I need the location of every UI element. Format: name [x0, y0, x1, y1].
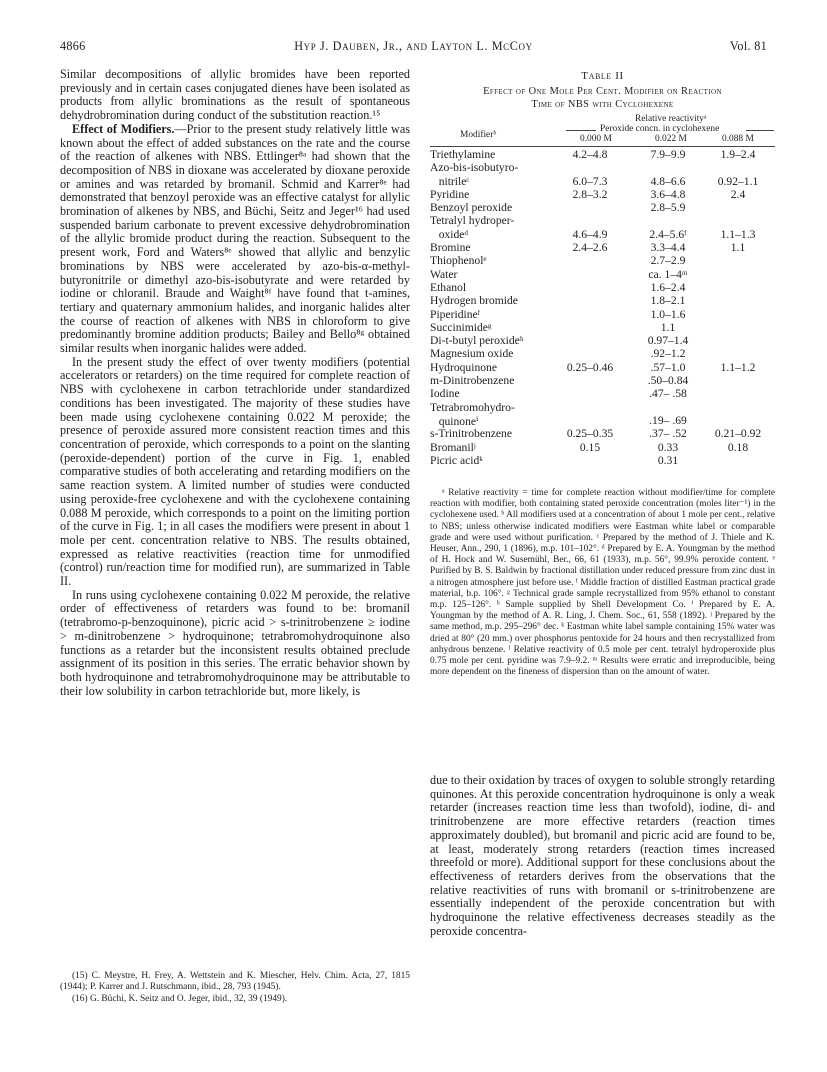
- table-row: [430, 374, 775, 387]
- footnote: (15) C. Meystre, H. Frey, A. Wettstein and K. Miescher, Helv. Chim. Acta, 27, 1815 (1944); P. Karrer and J. Rutschmann, ibid., 28, 793 (1945).: [60, 971, 410, 993]
- paragraph: due to their oxidation by traces of oxygen to soluble strongly retarding quinones. At this peroxide concentration hydroquinone is only a weak retarder (increases reaction time less than twofold), iodine, di- and trinitrobenzene are more effective retarders (reaction times approximately doubled), but bromanil and picric acid are found to be, at least, moderately strong retarders (reaction times increased threefold or more). Additional support for these conclusions about the effectiveness of retarders derives from the observations that the relative reactivities of runs with bromanil or s-trinitrobenzene are essentially independent of the peroxide concentration but with hydroquinone the relative effectiveness decreases steadily as the peroxide concentra-: [430, 773, 775, 938]
- table-row: [430, 214, 775, 227]
- table-row: [430, 361, 775, 374]
- modifier-name: Hydroquinone: [430, 360, 497, 374]
- right-column-text: [430, 774, 775, 938]
- table-row: [430, 441, 775, 454]
- peroxide-conc-header: Peroxide concn. in cyclohexene: [600, 124, 720, 134]
- table-row: [430, 294, 775, 307]
- conc-header-0: 0.000 M: [580, 134, 612, 144]
- table-row: [430, 161, 775, 174]
- value-0000M: 4.2–4.8: [572, 148, 608, 161]
- modifier-name: s-Trinitrobenzene: [430, 427, 512, 441]
- value-0022M: 0.33: [657, 440, 679, 454]
- table-row: [430, 188, 775, 201]
- modifier-name: Benzoyl peroxide: [430, 201, 513, 215]
- modifier-name: Piperidineᶠ: [430, 307, 481, 321]
- value-0022M: 0.31: [657, 453, 679, 467]
- value-0000M: 0.25–0.35: [566, 427, 614, 441]
- table-caption: [430, 85, 775, 111]
- modifier-name: Iodine: [430, 387, 460, 401]
- table-row: [430, 201, 775, 214]
- modifier-name: Succinimideᵍ: [430, 320, 492, 334]
- modifier-name: Triethylamine: [430, 148, 496, 161]
- modifier-name: Hydrogen bromide: [430, 294, 518, 308]
- table-row: [430, 401, 775, 414]
- modifier-name: Bromine: [430, 241, 471, 255]
- table-caption-line: Time of NBS with Cyclohexene: [531, 99, 674, 110]
- value-0022M: 3.3–4.4: [650, 241, 686, 255]
- relative-reactivity-header: Relative reactivityᵃ: [635, 114, 707, 124]
- section-heading: Effect of Modifiers.: [72, 121, 175, 136]
- value-0088M: 1.1: [730, 241, 746, 255]
- value-0022M: 4.8–6.6: [650, 174, 686, 188]
- modifier-name: Magnesium oxide: [430, 347, 514, 361]
- modifier-name: Water: [430, 267, 458, 281]
- table-row: [430, 228, 775, 241]
- value-0022M: 1.0–1.6: [650, 307, 686, 321]
- table-row: [430, 254, 775, 267]
- paragraph-modifiers: [60, 123, 410, 356]
- value-0022M: 2.8–5.9: [650, 201, 686, 215]
- modifier-name: Picric acidᵏ: [430, 453, 483, 467]
- table-row: [430, 321, 775, 334]
- table-row: [430, 427, 775, 440]
- value-0000M: 4.6–4.9: [572, 227, 608, 241]
- table-row: [430, 148, 775, 161]
- value-0000M: 2.8–3.2: [572, 187, 608, 201]
- conc-header-1: 0.022 M: [655, 134, 687, 144]
- header-rule-right: [746, 130, 774, 131]
- value-0022M: .47– .58: [649, 387, 687, 401]
- value-0000M: 6.0–7.3: [572, 174, 608, 188]
- volume-label: Vol. 81: [729, 39, 767, 53]
- table-row: [430, 387, 775, 400]
- page-number: 4866: [60, 39, 86, 53]
- value-0022M: 1.6–2.4: [650, 280, 686, 294]
- running-head-authors: Hyp J. Dauben, Jr., and Layton L. McCoy: [294, 39, 533, 53]
- value-0022M: 1.8–2.1: [650, 294, 686, 308]
- table-body: [430, 148, 775, 467]
- value-0022M: .57–1.0: [650, 360, 686, 374]
- header-rule: [430, 146, 775, 147]
- value-0022M: .50–0.84: [647, 374, 689, 388]
- value-0088M: 2.4: [730, 187, 746, 201]
- value-0000M: 0.15: [579, 440, 601, 454]
- modifier-name: Bromanilʲ: [430, 440, 476, 454]
- modifier-name: Di-t-butyl peroxideʰ: [430, 334, 524, 348]
- header-rule-left: [566, 130, 596, 131]
- table-row: [430, 308, 775, 321]
- footnote: (16) G. Büchi, K. Seitz and O. Jeger, ibid., 32, 39 (1949).: [72, 993, 288, 1004]
- table-row: [430, 454, 775, 467]
- table-row: [430, 347, 775, 360]
- paragraph: In runs using cyclohexene containing 0.022 M peroxide, the relative order of effectiveness of retarders was found to be: bromanil (tetrabromo-p-benzoquinone), picric acid > s-trinitrobenzene ≥ iodine > m-dinitrobenzene > hydroquinone; tetrabromohydroquinone also functions as a retarder but the inconsistent results obtained preclude assignment of its position in this series. The erratic behavior shown by both hydroquinone and tetrabromohydroquinone may be attributable to their low solubility in carbon tetrachloride but, more likely, is: [60, 587, 410, 698]
- table-title: Table II: [581, 70, 624, 82]
- value-0022M: .19– .69: [649, 413, 687, 427]
- value-0022M: 1.1: [660, 320, 676, 334]
- modifier-name: quinoneⁱ: [430, 414, 479, 428]
- table-row: [430, 414, 775, 427]
- value-0022M: 3.6–4.8: [650, 187, 686, 201]
- modifier-column-header: Modifierᵇ: [460, 130, 497, 140]
- value-0022M: 2.7–2.9: [650, 254, 686, 268]
- value-0088M: 1.1–1.2: [720, 360, 756, 374]
- table-row: [430, 281, 775, 294]
- modifier-name: Azo-bis-isobutyro-: [430, 161, 519, 175]
- value-0022M: 2.4–5.6ᶠ: [649, 227, 687, 241]
- left-footnotes: [60, 971, 410, 1005]
- value-0000M: 2.4–2.6: [572, 241, 608, 255]
- paragraph-text: —Prior to the present study relatively little was known about the effect of added substances on the rate and the course of the reaction of alkenes with NBS. Ettlinger⁸ᵃ had shown that the decomposition of NBS in dioxane was accelerated by dioxane peroxide or amines and was retarded by bromanil. Schmid and Karrer⁸ᵉ had demonstrated that benzoyl peroxide was an effective catalyst for allylic bromination of alkenes by NBS, and Büchi, Seitz and Jeger¹⁶ had used suspended barium carbonate to prevent excessive dehydrobromination of the allylic bromide product during the reaction. Subsequent to the present work, Ford and Waters⁸ᵉ showed that allylic and benzylic brominations by NBS were accelerated by azo-bis-α-methyl-butyronitrile or dimethyl azo-bis-isobutyrate and were retarded by iodine or chloranil. Braude and Waight⁸ᶠ have found that t-amines, tertiary and quaternary ammonium halides, and inorganic halides alter the course of reaction of alkenes with NBS in chloroform to give predominantly bromine addition products; Bailey and Bello⁸ᵍ obtained similar results when inorganic halides were added.: [60, 121, 410, 356]
- value-0088M: 0.18: [727, 440, 749, 454]
- value-0088M: 1.1–1.3: [720, 227, 756, 241]
- value-0022M: ca. 1–4ᵐ: [648, 267, 688, 281]
- modifier-name: Tetrabromohydro-: [430, 400, 515, 414]
- paragraph: In the present study the effect of over twenty modifiers (potential accelerators or retarders) on the time required for complete reaction of NBS with cyclohexene in carbon tetrachloride under standardized conditions has been investigated. The majority of these studies have been made using cyclohexene containing 0.022 M peroxide; the presence of peroxide assured more consistent reaction times and this concentration of peroxide, which corresponds to a point on the slanting (peroxide-dependent) portion of the curve in Fig. 1, enabled comparative studies of both accelerating and retarding modifiers on the same reaction system. A limited number of studies were conducted using peroxide-free cyclohexene and with the cyclohexene containing 0.088 M peroxide, which corresponds to a point on the limiting portion of the curve in Fig. 1; in all cases the modifiers were present in about 1 mole per cent. concentration relative to NBS. The results obtained, expressed as relative reactivities (reaction time for unmodified (control) run/reaction time for modified run), are summarized in Table II.: [60, 354, 410, 589]
- value-0000M: 0.25–0.46: [566, 360, 614, 374]
- value-0022M: 7.9–9.9: [650, 148, 686, 161]
- paragraph: Similar decompositions of allylic bromides have been reported previously and in certain cases conjugated dienes have been isolated as products from allylic brominations as the result of spontaneous dehydrobromination during conduct of the substitution reaction.¹⁵: [60, 67, 410, 123]
- modifier-name: m-Dinitrobenzene: [430, 374, 515, 388]
- value-0022M: .92–1.2: [650, 347, 686, 361]
- modifier-name: Pyridine: [430, 187, 470, 201]
- table-caption-line: Effect of One Mole Per Cent. Modifier on Reaction: [483, 86, 722, 97]
- table-footnotes: ᵃ Relative reactivity = time for complete reaction without modifier/time for complete reaction with modifier, both containing stated peroxide concentration (moles liter⁻¹) in the cyclohexene used. ᵇ All modifiers used at a concentration of about 1 mole per cent., relative to NBS; unless otherwise indicated modifiers were Eastman white label or comparable grade and were used without purification. ᶜ Prepared by the method of J. Thiele and K. Heuser, Ann., 290, 1 (1896), m.p. 101–102°. ᵈ Prepared by E. A. Youngman by the method of H. Hock and W. Susemühl, Ber., 66, 61 (1933), m.p. 56°, 99.9% peroxide content. ᵉ Purified by B. S. Baldwin by fractional distillation under reduced pressure from zinc dust in a nitrogen atmosphere just before use. ᶠ Middle fraction of distilled Eastman practical grade material, b.p. 106°. ᵍ Technical grade sample recrystallized from 95% ethanol to constant m.p. 125–126°. ʰ Sample supplied by Shell Development Co. ⁱ Prepared by E. A. Youngman by the method of A. R. Ling, J. Chem. Soc., 61, 558 (1892). ʲ Prepared by the same method, m.p. 295–296° dec. ᵏ Eastman white label sample containing 15% water was dried at 80° (20 mm.) over phosphorus pentoxide for 24 hours and then recrystallized from anhydrous benzene. ˡ Relative reactivity of 0.5 mole per cent. tetralyl hydroperoxide plus 0.75 mole per cent. pyridine was 7.9–9.2. ᵐ Results were erratic and irreproducible, being more dependent on the fineness of dispersion than on the amount of water.: [430, 488, 775, 678]
- table-row: [430, 268, 775, 281]
- table-row: [430, 175, 775, 188]
- value-0088M: 0.92–1.1: [717, 174, 759, 188]
- modifier-name: Ethanol: [430, 280, 467, 294]
- left-column-text: [60, 68, 410, 698]
- value-0088M: 0.21–0.92: [714, 427, 762, 441]
- value-0088M: 1.9–2.4: [720, 148, 756, 161]
- modifier-name: Tetralyl hydroper-: [430, 214, 515, 228]
- modifier-name: Thiophenolᵉ: [430, 254, 487, 268]
- modifier-name: oxideᵈ: [430, 227, 469, 241]
- table-row: [430, 241, 775, 254]
- table-row: [430, 334, 775, 347]
- value-0022M: .37– .52: [649, 427, 687, 441]
- modifier-name: nitrileᶜ: [430, 174, 470, 188]
- value-0022M: 0.97–1.4: [647, 334, 689, 348]
- conc-header-2: 0.088 M: [722, 134, 754, 144]
